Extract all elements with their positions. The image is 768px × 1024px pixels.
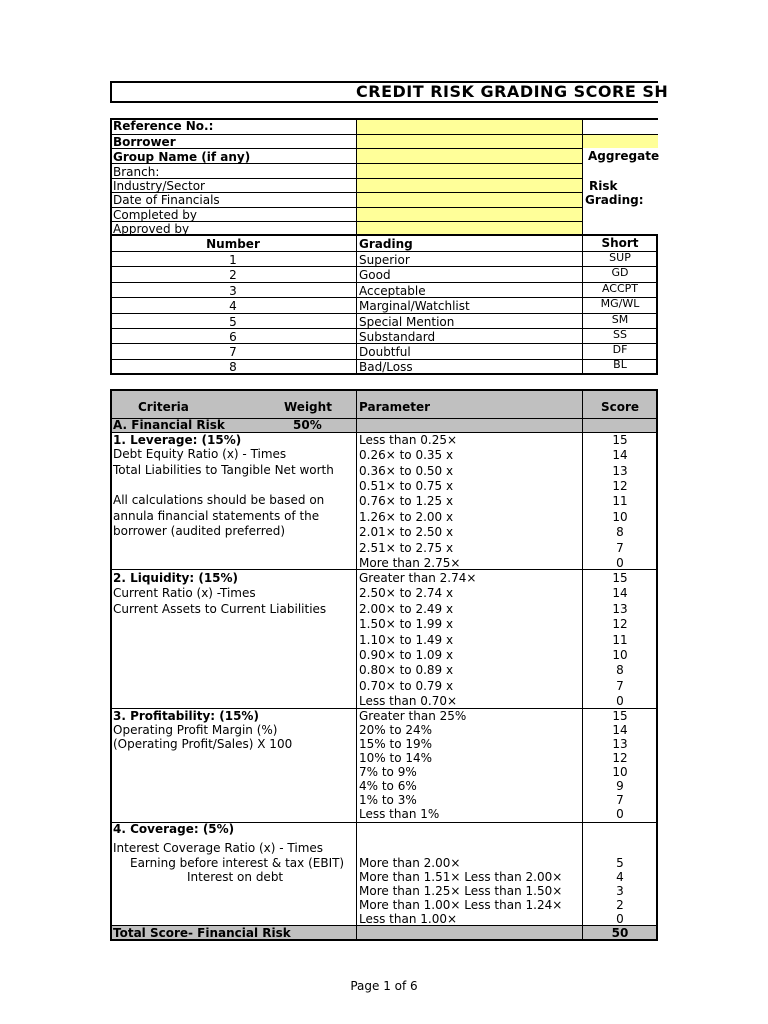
- leverage-desc: All calculations should be based on: [113, 493, 325, 507]
- grading-name: Doubtful: [359, 345, 411, 359]
- grading-header-number: Number: [206, 237, 260, 251]
- grading-number: 6: [229, 330, 237, 344]
- liquidity-score: 7: [616, 679, 624, 693]
- leverage-score: 11: [612, 494, 628, 508]
- liquidity-param: 0.90× to 1.09 x: [359, 648, 454, 662]
- grading-short: BL: [613, 358, 627, 371]
- group-name-field[interactable]: [357, 149, 582, 163]
- grading-header-short: Short: [601, 236, 639, 250]
- liquidity-score: 0: [616, 694, 624, 708]
- liquidity-desc: Current Assets to Current Liabilities: [113, 602, 327, 616]
- reference-no-label: Reference No.:: [113, 119, 214, 133]
- section-financial-risk: A. Financial Risk: [113, 418, 225, 432]
- profitability-param: 15% to 19%: [359, 737, 433, 751]
- profitability-score: 7: [616, 793, 624, 807]
- grading-number: 1: [229, 253, 237, 267]
- leverage-score: 10: [612, 510, 628, 524]
- approved-by-field[interactable]: [357, 222, 582, 234]
- grading-name: Good: [359, 268, 391, 282]
- leverage-score: 12: [612, 479, 628, 493]
- grading-number: 4: [229, 299, 237, 313]
- liquidity-score: 13: [612, 602, 628, 616]
- date-of-financials-label: Date of Financials: [113, 193, 220, 207]
- leverage-score: 0: [616, 556, 624, 570]
- profitability-score: 14: [612, 723, 628, 737]
- leverage-param: Less than 0.25×: [359, 433, 458, 447]
- risk-label: Risk: [589, 179, 618, 193]
- leverage-param: 0.76× to 1.25 x: [359, 494, 454, 508]
- grading-name: Substandard: [359, 330, 436, 344]
- leverage-score: 13: [612, 464, 628, 478]
- total-label: Total Score- Financial Risk: [113, 926, 291, 940]
- profitability-score: 15: [612, 709, 628, 723]
- completed-by-label: Completed by: [113, 208, 197, 222]
- branch-label: Branch:: [113, 165, 160, 179]
- liquidity-param: 0.80× to 0.89 x: [359, 663, 454, 677]
- coverage-param: Less than 1.00×: [359, 912, 458, 926]
- grading-name: Bad/Loss: [359, 360, 413, 374]
- date-of-financials-field[interactable]: [357, 193, 582, 207]
- grading-header-grading: Grading: [359, 237, 413, 251]
- profitability-param: 4% to 6%: [359, 779, 417, 793]
- profitability-score: 12: [612, 751, 628, 765]
- coverage-param: More than 1.51× Less than 2.00×: [359, 870, 563, 884]
- group-name-label: Group Name (if any): [113, 150, 251, 164]
- leverage-title: 1. Leverage: (15%): [113, 433, 242, 447]
- liquidity-param: 1.10× to 1.49 x: [359, 633, 454, 647]
- coverage-score: 4: [616, 870, 624, 884]
- profitability-score: 0: [616, 807, 624, 821]
- liquidity-desc: Current Ratio (x) -Times: [113, 586, 256, 600]
- grading-short: SS: [613, 328, 627, 341]
- header-weight: Weight: [284, 400, 332, 414]
- aggregate-label: Aggregate: [588, 149, 660, 163]
- borrower-label: Borrower: [113, 135, 176, 149]
- liquidity-param: 2.50× to 2.74 x: [359, 586, 454, 600]
- leverage-score: 7: [616, 541, 624, 555]
- profitability-desc: (Operating Profit/Sales) X 100: [113, 737, 293, 751]
- liquidity-score: 11: [612, 633, 628, 647]
- grading-name: Superior: [359, 253, 410, 267]
- grading-name: Special Mention: [359, 315, 455, 329]
- page-footer: Page 1 of 6: [350, 979, 418, 993]
- approved-by-label: Approved by: [113, 222, 190, 236]
- coverage-score: 5: [616, 856, 624, 870]
- coverage-desc: Interest on debt: [187, 870, 284, 884]
- grading-number: 3: [229, 284, 237, 298]
- coverage-param: More than 1.25× Less than 1.50×: [359, 884, 563, 898]
- leverage-desc: borrower (audited preferred): [113, 524, 286, 538]
- leverage-param: 0.51× to 0.75 x: [359, 479, 454, 493]
- profitability-score: 13: [612, 737, 628, 751]
- liquidity-score: 10: [612, 648, 628, 662]
- profitability-title: 3. Profitability: (15%): [113, 709, 259, 723]
- profitability-param: 10% to 14%: [359, 751, 433, 765]
- grading-number: 7: [229, 345, 237, 359]
- borrower-field[interactable]: [357, 135, 658, 148]
- industry-label: Industry/Sector: [113, 179, 205, 193]
- leverage-param: More than 2.75×: [359, 556, 461, 570]
- liquidity-title: 2. Liquidity: (15%): [113, 571, 239, 585]
- coverage-desc: Earning before interest & tax (EBIT): [130, 856, 345, 870]
- profitability-param: 1% to 3%: [359, 793, 417, 807]
- leverage-desc: Total Liabilities to Tangible Net worth: [113, 463, 334, 477]
- profitability-param: Less than 1%: [359, 807, 440, 821]
- liquidity-score: 15: [612, 571, 628, 585]
- branch-field[interactable]: [357, 164, 582, 178]
- liquidity-param: Greater than 2.74×: [359, 571, 477, 585]
- grading-short: SM: [611, 313, 629, 326]
- grading-number: 5: [229, 315, 237, 329]
- profitability-param: 20% to 24%: [359, 723, 433, 737]
- coverage-score: 3: [616, 884, 624, 898]
- leverage-param: 0.36× to 0.50 x: [359, 464, 454, 478]
- liquidity-param: 0.70× to 0.79 x: [359, 679, 454, 693]
- profitability-desc: Operating Profit Margin (%): [113, 723, 278, 737]
- coverage-desc: Interest Coverage Ratio (x) - Times: [113, 841, 324, 855]
- leverage-param: 2.51× to 2.75 x: [359, 541, 454, 555]
- profitability-param: Greater than 25%: [359, 709, 467, 723]
- coverage-title: 4. Coverage: (5%): [113, 822, 235, 836]
- grading-number: 2: [229, 268, 237, 282]
- grading-short: ACCPT: [601, 282, 639, 295]
- header-parameter: Parameter: [359, 400, 431, 414]
- grading-label: Grading:: [585, 193, 644, 207]
- profitability-score: 10: [612, 765, 628, 779]
- page-title: CREDIT RISK GRADING SCORE SH: [356, 82, 669, 101]
- leverage-param: 1.26× to 2.00 x: [359, 510, 454, 524]
- section-weight: 50%: [293, 418, 322, 432]
- completed-by-field[interactable]: [357, 208, 582, 221]
- total-score: 50: [611, 926, 629, 940]
- reference-no-field[interactable]: [357, 120, 582, 134]
- grading-short: DF: [612, 343, 628, 356]
- profitability-param: 7% to 9%: [359, 765, 417, 779]
- industry-field[interactable]: [357, 179, 582, 192]
- profitability-score: 9: [616, 779, 624, 793]
- leverage-score: 14: [612, 448, 628, 462]
- liquidity-score: 8: [616, 663, 624, 677]
- leverage-param: 0.26× to 0.35 x: [359, 448, 454, 462]
- leverage-desc: Debt Equity Ratio (x) - Times: [113, 447, 287, 461]
- liquidity-param: 2.00× to 2.49 x: [359, 602, 454, 616]
- coverage-score: 0: [616, 912, 624, 926]
- leverage-score: 8: [616, 525, 624, 539]
- grading-number: 8: [229, 360, 237, 374]
- grading-name: Acceptable: [359, 284, 426, 298]
- liquidity-param: 1.50× to 1.99 x: [359, 617, 454, 631]
- liquidity-score: 12: [612, 617, 628, 631]
- leverage-score: 15: [612, 433, 628, 447]
- grading-short: MG/WL: [600, 297, 640, 310]
- coverage-param: More than 1.00× Less than 1.24×: [359, 898, 563, 912]
- header-score: Score: [601, 400, 640, 414]
- leverage-desc: annula financial statements of the: [113, 509, 320, 523]
- liquidity-param: Less than 0.70×: [359, 694, 458, 708]
- liquidity-score: 14: [612, 586, 628, 600]
- grading-short: GD: [611, 266, 629, 279]
- grading-short: SUP: [609, 251, 631, 264]
- header-criteria: Criteria: [138, 400, 189, 414]
- grading-name: Marginal/Watchlist: [359, 299, 470, 313]
- coverage-param: More than 2.00×: [359, 856, 461, 870]
- coverage-score: 2: [616, 898, 624, 912]
- leverage-param: 2.01× to 2.50 x: [359, 525, 454, 539]
